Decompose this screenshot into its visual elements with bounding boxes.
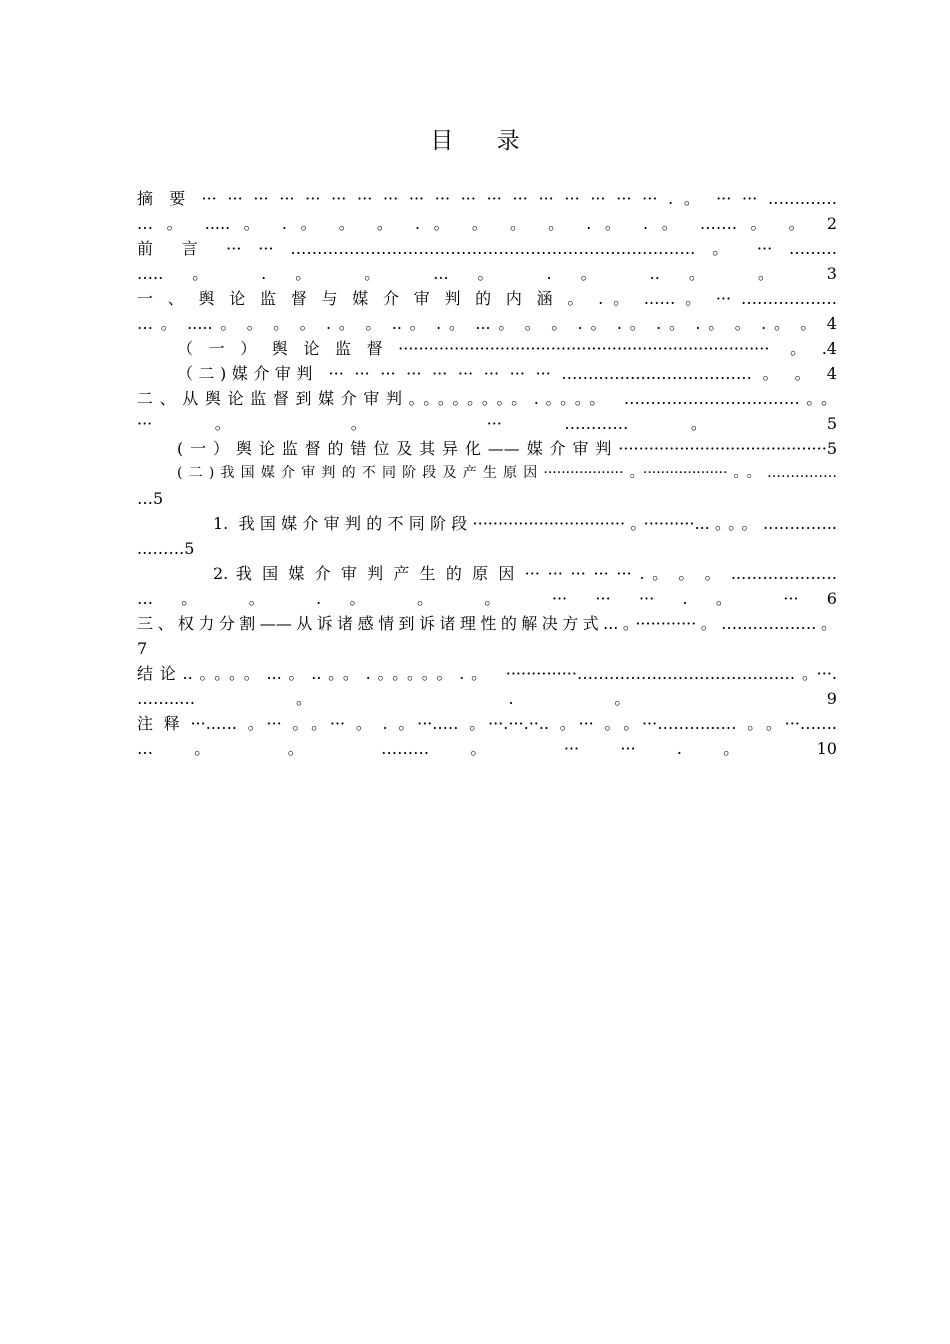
toc-line: … 。 。 ……… 。 ··· ··· . 。 10 bbox=[137, 739, 837, 758]
toc-line: … 。 ..... 。 . 。 。 。 . 。 。 。 。 . 。 . 。 ……. 。 。 2 bbox=[137, 214, 837, 233]
toc-line: 三、权力分割——从诉诸感情到诉诸理性的解决方式...。············。.…..…………。 bbox=[137, 614, 837, 633]
toc-line: 二、从舆论监督到媒介审判。。。。。。。。.。。。。 ……………………………。。 bbox=[137, 389, 837, 408]
toc-line: …5 bbox=[137, 489, 164, 508]
toc-line: 前 言 ··· ··· …………………………………………………….…………… 。 ··· ……… bbox=[137, 239, 837, 258]
toc-line: 注释···..….。···。。···。.。···..…。···.···.··..。···。。···………...…。。···……. bbox=[137, 714, 837, 733]
toc-line: 2. 我 国 媒 介 审 判 产 生 的 原 因 ··· ··· ··· ··· ··· . 。 。 。 ..……………… bbox=[213, 564, 837, 583]
toc-line: 结论..。。。。...。..。。.。。。。。.。 ··············……………..……………………。···. bbox=[137, 664, 837, 683]
toc-line: 7 bbox=[137, 639, 148, 658]
toc-line: (一）舆论监督的错位及其异化——媒介审判·········································5 bbox=[177, 439, 837, 458]
toc-line: ….. 。 . 。 。 ... 。 . 。 .. 。 。 3 bbox=[137, 264, 837, 283]
toc-line: ··· 。 。 ··· ………… 。 5 bbox=[137, 414, 837, 433]
page-title: 目 录 bbox=[430, 128, 538, 154]
table-of-contents bbox=[137, 186, 837, 761]
toc-line: ..…….5 bbox=[137, 539, 195, 558]
toc-line: (二)我国媒介审判的不同阶段及产生原因··················。···················。。…………… bbox=[177, 465, 837, 481]
toc-line: 一 、 舆 论 监 督 与 媒 介 审 判 的 内 涵 。 . 。 ..…. 。 ··· ……………… bbox=[137, 289, 837, 308]
toc-line: … 。 。 . 。 。 。 ··· ··· ··· . 。 ··· 6 bbox=[137, 589, 837, 608]
toc-line: ……..… 。 . 。 9 bbox=[137, 689, 837, 708]
toc-line: （一）舆论监督········································································· 。.4 bbox=[177, 339, 837, 358]
toc-line: … 。 ..... 。 。 。 。 . 。 。 .. 。 . 。 ... 。 。 。 . 。 . 。 . 。 . 。 。 . 。 。 4 bbox=[137, 314, 837, 333]
toc-line: （二)媒介审判 ··· ··· ··· ··· ··· ··· ··· ··· ··· ……..….…...……………… 。 。 4 bbox=[177, 364, 837, 383]
toc-line: 摘 要 ··· ··· ··· ··· ··· ··· ··· ··· ··· ··· ··· ··· ··· ··· ··· ··· ··· ··· . 。 ··· ··· …….…… bbox=[137, 189, 837, 208]
toc-line: 1. 我国媒介审判的不同阶段······························。··········...。。。………….. bbox=[213, 514, 837, 533]
